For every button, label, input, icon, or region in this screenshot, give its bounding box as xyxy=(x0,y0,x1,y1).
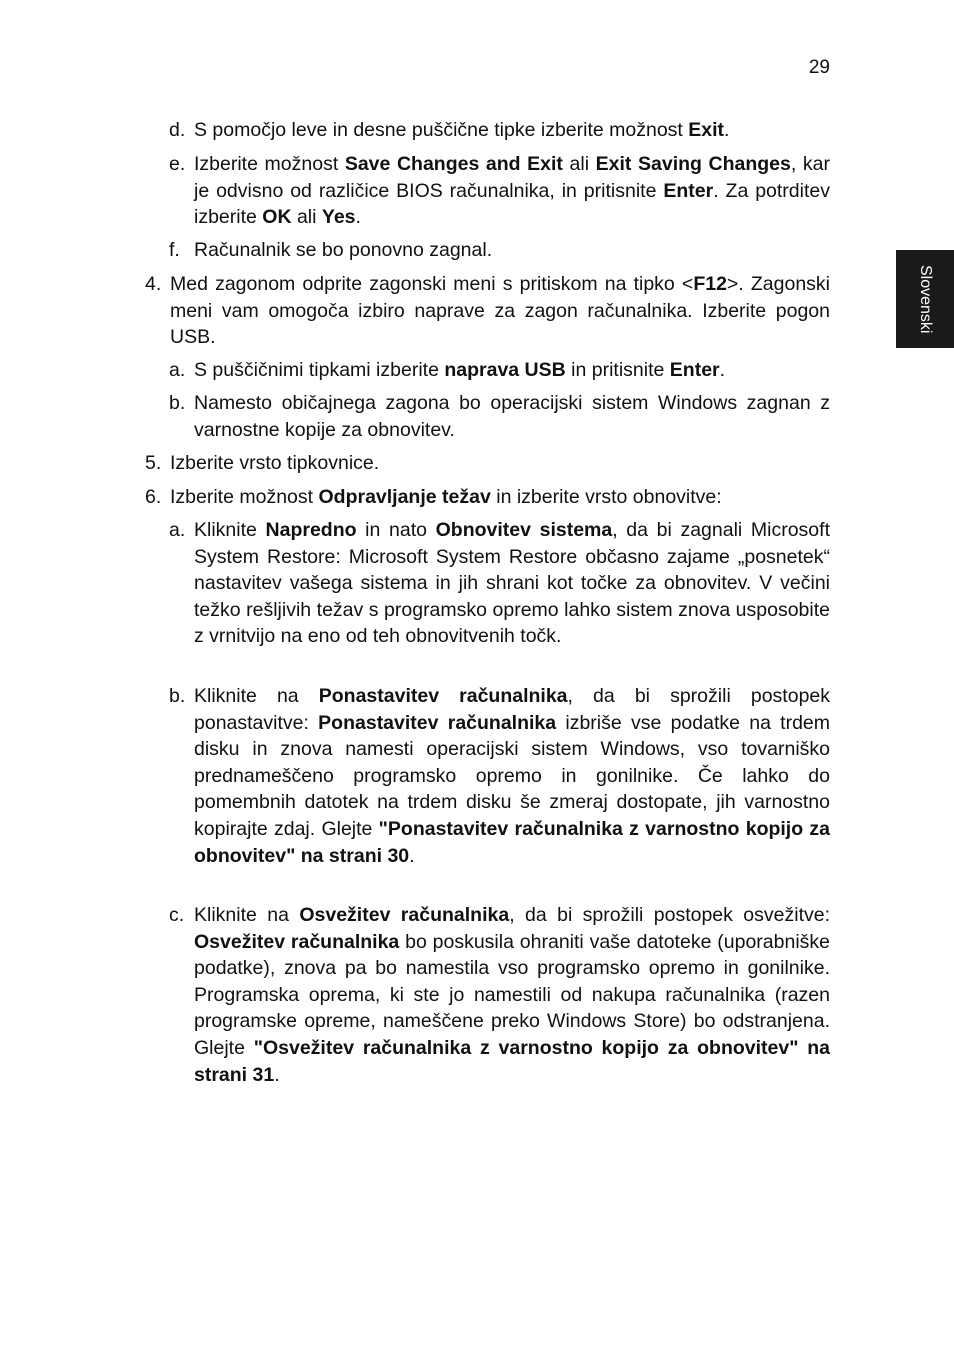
list-item-detail: Osvežitev računalnika bo poskusila ohraniti vaše datoteke (uporabniške podatke), znova pa bo namestila vso programsko opremo in gonilnike. Programska oprema, ki ste jo namestili od nakupa računalnika (razen programske opreme, nameščene preko Windows Store) bo odstranjena. Glejte "Osvežitev računalnika z varnostno kopijo za obnovitev" na strani 31. xyxy=(194,930,830,1086)
language-tab xyxy=(896,250,954,348)
list-item-6a xyxy=(169,517,830,650)
list-item-4b xyxy=(169,390,830,443)
list-item-e xyxy=(169,151,830,231)
list-marker: 4. xyxy=(145,273,162,295)
list-item-text: Kliknite na Osvežitev računalnika, da bi sprožili postopek osvežitve: Osvežitev računalnika bo poskusila ohraniti vaše datoteke (uporabniške podatke), znova pa bo namestila vso programsko opremo in gonilnike. Programska oprema, ki ste jo namestili od nakupa računalnika (razen programske opreme, nameščene preko Windows Store) bo odstranjena. Glejte "Osvežitev računalnika z varnostno kopijo za obnovitev" na strani 31. xyxy=(194,904,831,1086)
list-item-text: Izberite možnost Save Changes and Exit ali Exit Saving Changes, kar je odvisno od različice BIOS računalnika, in pritisnite Enter. Za potrditev izberite OK ali Yes. xyxy=(194,153,830,229)
list-marker: 6. xyxy=(145,486,162,508)
list-item-f xyxy=(169,237,830,264)
list-marker: a. xyxy=(169,359,186,381)
list-marker: b. xyxy=(169,685,186,707)
page-number: 29 xyxy=(808,57,830,78)
language-tab-label: Slovenski xyxy=(917,264,934,334)
list-item-detail: Microsoft System Restore občasno zajame „posnetek“ nastavitev vašega sistema in jih shrani kot točke za obnovitev. V večini težko rešljivih težav s programsko opremo lahko sistem znova usposobite z vrnitvijo na eno od teh obnovitvenih točk. xyxy=(194,545,830,648)
list-item-d xyxy=(169,117,830,144)
list-item-6c xyxy=(169,902,830,1088)
list-marker: 5. xyxy=(145,452,162,474)
list-item-text: Kliknite Napredno in nato Obnovitev sistema, da bi zagnali Microsoft System Restore: Microsoft System Restore občasno zajame „posnetek“ nastavitev vašega sistema in jih shrani kot točke za obnovitev. V večini težko rešljivih težav s programsko opremo lahko sistem znova usposobite z vrnitvijo na eno od teh obnovitvenih točk. xyxy=(194,519,830,648)
list-marker: d. xyxy=(169,119,186,141)
list-item-6 xyxy=(145,484,830,511)
list-item-detail: Ponastavitev računalnika izbriše vse podatke na trdem disku in znova namesti operacijski sistem Windows, vso tovarniško prednameščeno programsko opremo in gonilnike. Če lahko do pomembnih datotek na trdem disku še zmeraj dostopate, jih varnostno kopirajte zdaj. Glejte "Ponastavitev računalnika z varnostno kopijo za obnovitev" na strani 30. xyxy=(194,711,831,867)
list-item-text: Namesto običajnega zagona bo operacijski sistem Windows zagnan z varnostne kopije za obnovitev. xyxy=(194,392,830,441)
list-item-5 xyxy=(145,450,830,477)
list-marker: b. xyxy=(169,392,186,414)
list-item-text: S puščičnimi tipkami izberite naprava USB in pritisnite Enter. xyxy=(194,359,726,381)
list-item-text: Kliknite na Ponastavitev računalnika, da bi sprožili postopek ponastavitve: Ponastavitev računalnika izbriše vse podatke na trdem disku in znova namesti operacijski sistem Windows, vso tovarniško prednameščeno programsko opremo in gonilnike. Če lahko do pomembnih datotek na trdem disku še zmeraj dostopate, jih varnostno kopirajte zdaj. Glejte "Ponastavitev računalnika z varnostno kopijo za obnovitev" na strani 30. xyxy=(194,685,831,867)
list-item-text: Med zagonom odprite zagonski meni s pritiskom na tipko <F12>. Zagonski meni vam omogoča izbiro naprave za zagon računalnika. Izberite pogon USB. xyxy=(170,273,830,349)
list-item-text: Izberite vrsto tipkovnice. xyxy=(170,452,380,474)
list-marker: c. xyxy=(169,904,185,926)
list-item-6b xyxy=(169,683,830,869)
list-item-text: Računalnik se bo ponovno zagnal. xyxy=(194,239,493,261)
list-item-4 xyxy=(145,271,830,351)
list-item-4a xyxy=(169,357,830,384)
list-marker: f. xyxy=(169,239,180,261)
list-item-text: S pomočjo leve in desne puščične tipke izberite možnost Exit. xyxy=(194,119,730,141)
list-marker: e. xyxy=(169,153,186,175)
list-item-text: Izberite možnost Odpravljanje težav in izberite vrsto obnovitve: xyxy=(170,486,722,508)
list-marker: a. xyxy=(169,519,186,541)
